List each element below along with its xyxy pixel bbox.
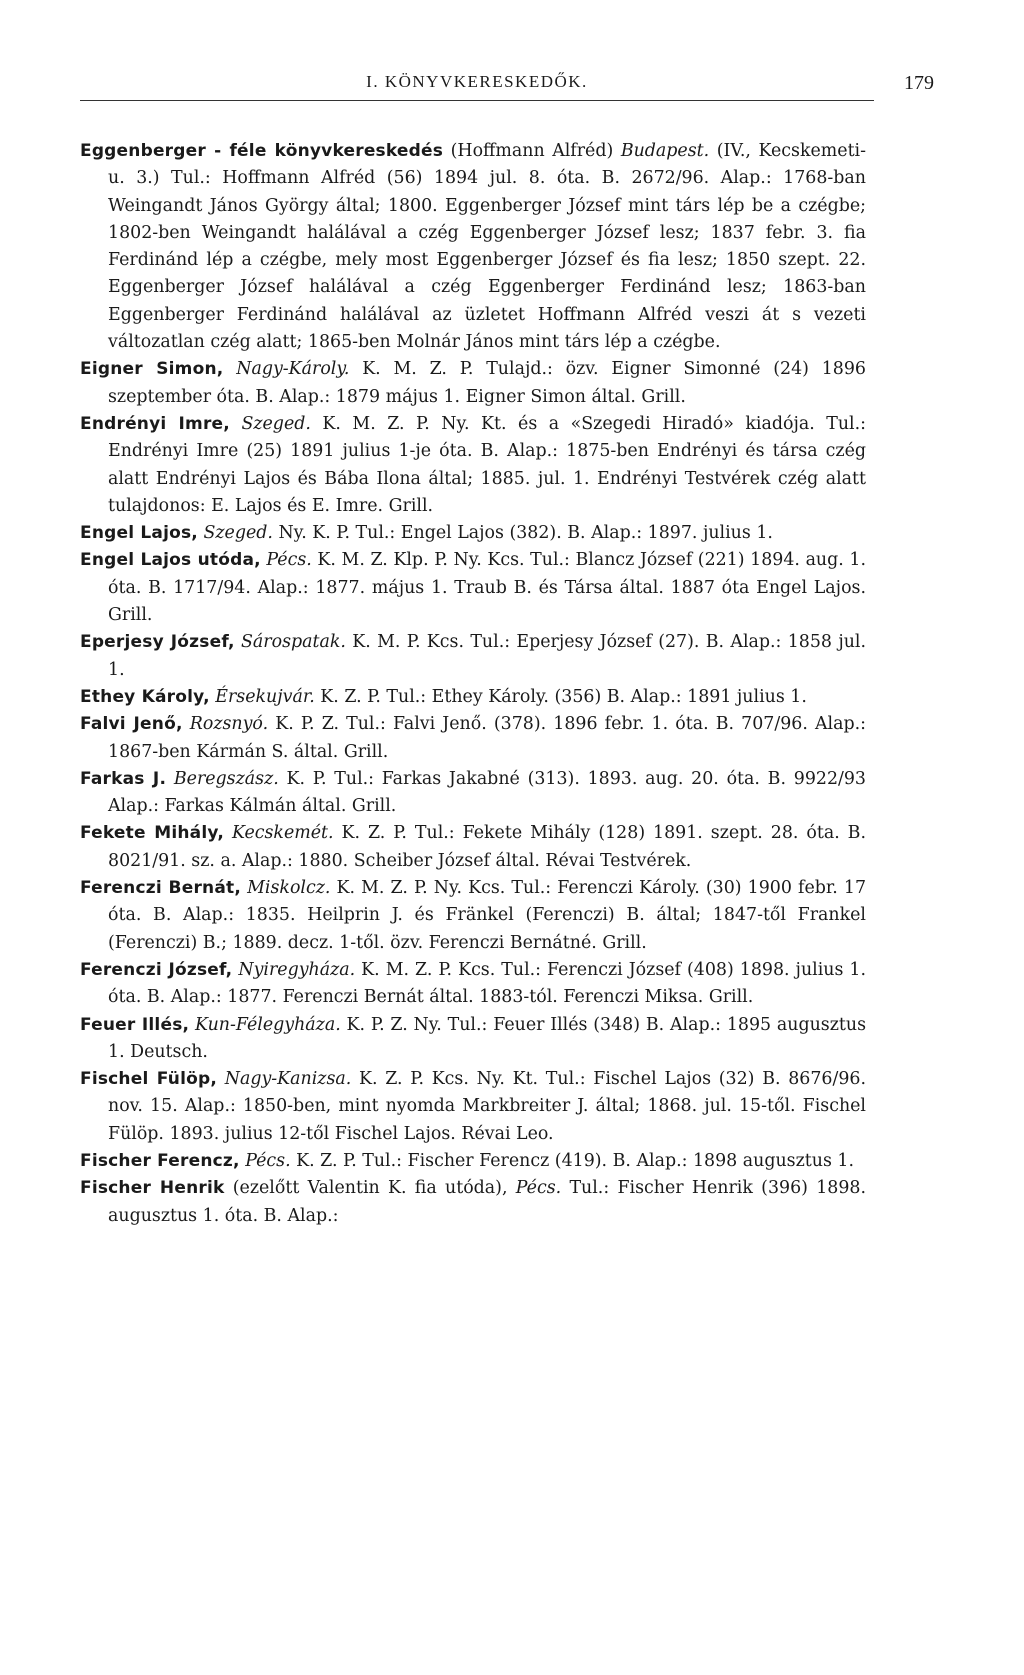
list-item [80, 356, 866, 411]
entry-pre [166, 769, 174, 789]
entry-name: Engel Lajos utóda, [80, 550, 261, 571]
entry-body: K. Z. P. Tul.: Ethey Károly. (356) B. Alap.: 1891 julius 1. [314, 686, 807, 707]
entry-publisher: Grill. [388, 495, 434, 516]
entry-body: Ny. K. P. Tul.: Engel Lajos (382). B. Alap.: 1897. julius 1. [272, 523, 773, 544]
entry-body: K. M. Z. Klp. P. Ny. Kcs. Tul.: Blancz József (221) 1894. aug. 1. óta. B. 1717/94. Alap.: 1877. május 1. Traub B. és Társa által. 1887 óta Engel Lajos. [108, 550, 866, 598]
entry-publisher: Deutsch. [130, 1041, 208, 1062]
entry-name: Fischer Ferencz, [80, 1150, 240, 1171]
entry-body: K. M. Z. P. Ny. Kcs. Tul.: Ferenczi Károly. (30) 1900 febr. 17 óta. B. Alap.: 1835. Heilprin J. és Fränkel (Ferenczi) B. által; 1847-től Frankel (Ferenczi) B.; 1889. decz. 1-től. özv. Ferenczi Bernátné. [108, 878, 867, 953]
running-head [80, 70, 934, 101]
entry-city: Pécs. [266, 550, 312, 571]
list-item [80, 1175, 866, 1230]
entry-name: Eigner Simon, [80, 359, 224, 380]
entry-publisher: Révai Leo. [461, 1123, 554, 1144]
entry-pre [230, 414, 242, 434]
entry-body: K. M. P. Kcs. Tul.: Eperjesy József (27). B. Alap.: 1858 jul. 1. [108, 632, 867, 680]
list-item [80, 138, 866, 356]
entry-body: K. Z. P. Tul.: Fekete Mihály (128) 1891. szept. 28. óta. B. 8021/91. sz. a. Alap.: 1880. Scheiber József által. [108, 823, 866, 871]
entry-publisher: Grill. [641, 386, 686, 407]
entry-name: Falvi Jenő, [80, 714, 183, 735]
entry-city: Sárospatak. [241, 632, 346, 653]
entry-city: Nagy-Károly. [236, 359, 350, 380]
entry-body: K. Z. P. Kcs. Ny. Kt. Tul.: Fischel Lajos (32) B. 8676/96. nov. 15. Alap.: 1850-ben, mint nyomda Markbreiter J. által; 1868. jul. 15-től. Fischel Fülöp. 1893. julius 12-től Fischel Lajos. [108, 1069, 866, 1144]
entry-city: Miskolcz. [247, 878, 331, 899]
entry-city: Szeged. [203, 523, 273, 544]
entry-city: Pécs. [515, 1178, 562, 1199]
entry-city: Szeged. [241, 413, 311, 434]
entry-name: Fekete Mihály, [80, 823, 224, 844]
entry-pre: (Hoffmann Alfréd) [443, 141, 621, 161]
entry-pre [183, 714, 190, 734]
entry-city: Kecskemét. [231, 823, 334, 844]
list-item [80, 1012, 866, 1067]
entry-body: K. P. Z. Tul.: Falvi Jenő. (378). 1896 febr. 1. óta. B. 707/96. Alap.: 1867-ben Kármán S. által. [108, 714, 866, 762]
list-item [80, 684, 866, 711]
list-item [80, 957, 866, 1012]
entry-body: K. M. Z. P. Tulajd.: özv. Eigner Simonné (24) 1896 szeptember óta. B. Alap.: 1879 május 1. Eigner Simon által. [108, 359, 866, 407]
entry-pre: (ezelőtt Valentin K. fia utóda), [224, 1178, 516, 1199]
entry-pre [224, 823, 232, 843]
entry-publisher: Grill. [351, 796, 397, 817]
entry-body: K. P. Tul.: Farkas Jakabné (313). 1893. aug. 20. óta. B. 9922/93 Alap.: Farkas Kálmán által. [108, 768, 866, 817]
entry-name: Ethey Károly, [80, 686, 210, 707]
entry-city: Rozsnyó. [189, 714, 269, 735]
entry-city: Nagy-Kanizsa. [224, 1069, 352, 1090]
entry-city: Beregszász. [173, 768, 279, 789]
list-item [80, 820, 866, 875]
entry-name: Fischel Fülöp, [80, 1069, 218, 1090]
list-item [80, 629, 866, 684]
entry-city: Nyiregyháza. [238, 959, 356, 980]
entry-name: Ferenczi József, [80, 959, 233, 980]
entry-city: Érsekujvár. [215, 686, 315, 707]
entry-name: Feuer Illés, [80, 1014, 190, 1035]
entry-body: K. Z. P. Tul.: Fischer Ferencz (419). B. Alap.: 1898 augusztus 1. [290, 1150, 854, 1171]
entry-name: Engel Lajos, [80, 523, 198, 544]
entry-name: Eperjesy József, [80, 632, 235, 653]
entry-body: Tul.: Fischer Henrik (396) 1898. augusztus 1. óta. B. Alap.: [108, 1178, 866, 1226]
entry-city: Pécs. [245, 1150, 291, 1171]
entry-body: K. M. Z. P. Kcs. Tul.: Ferenczi József (408) 1898. julius 1. óta. B. Alap.: 1877. Ferenczi Bernát által. 1883-tól. Ferenczi Miksa. [108, 959, 866, 1008]
list-item [80, 411, 866, 520]
list-item [80, 547, 866, 629]
section-title: I. KÖNYVKERESKEDŐK. [366, 72, 588, 91]
entry-publisher: Révai Testvérek. [545, 850, 692, 871]
entry-pre [217, 1069, 225, 1089]
entry-body: (IV., Kecskemeti-u. 3.) Tul.: Hoffmann Alfréd (56) 1894 jul. 8. óta. B. 2672/96. Alap.: 1768-ban Weingandt János György által; 1800. Eggenberger József mint társ lép be a czégbe; 1802-ben Weingandt halálával a czég Eggenberger József lesz; 1837 febr. 3. fia Ferdinánd lép a czégbe, mely most Eggenberger József és fia lesz; 1850 szept. 22. Eggenberger József halálával a czég Eggenberger Ferdinánd lesz; 1863-ban Eggenberger Ferdinánd halálával az üzletet Hoffmann Alfréd veszi át s vezeti változatlan czég alatt; 1865-ben Molnár János mint társ lép a czégbe. [108, 141, 866, 353]
entry-publisher: Grill. [108, 605, 153, 626]
list-item [80, 1066, 866, 1148]
entry-name: Farkas J. [80, 768, 167, 789]
entry-name: Eggenberger - féle könyvkereskedés [80, 141, 444, 161]
list-item [80, 766, 866, 821]
entry-body: K. M. Z. P. Ny. Kt. és a «Szegedi Hiradó» kiadója. Tul.: Endrényi Imre (25) 1891 julius 1-je óta. B. Alap.: 1875-ben Endrényi és társa czég alatt Endrényi Lajos és Bába Ilona által; 1885. jul. 1. Endrényi Testvérek czég alatt tulajdonos: E. Lajos és E. Imre. [108, 413, 867, 516]
list-item [80, 875, 866, 957]
entry-name: Fischer Henrik [80, 1178, 225, 1199]
entry-publisher: Grill. [343, 741, 389, 762]
entry-pre [223, 359, 236, 379]
entry-body: K. P. Z. Ny. Tul.: Feuer Illés (348) B. Alap.: 1895 augusztus 1. [108, 1014, 867, 1062]
entry-city: Budapest. [620, 141, 710, 161]
entry-name: Ferenczi Bernát, [80, 878, 241, 899]
list-item [80, 1148, 866, 1175]
entry-publisher: Grill. [708, 987, 754, 1008]
entry-city: Kun-Félegyháza. [195, 1014, 341, 1035]
entry-list [80, 138, 866, 1230]
list-item [80, 520, 866, 547]
page-number: 179 [904, 72, 934, 94]
list-item [80, 711, 866, 766]
entry-publisher: Grill. [602, 932, 647, 953]
entry-name: Endrényi Imre, [80, 413, 230, 434]
